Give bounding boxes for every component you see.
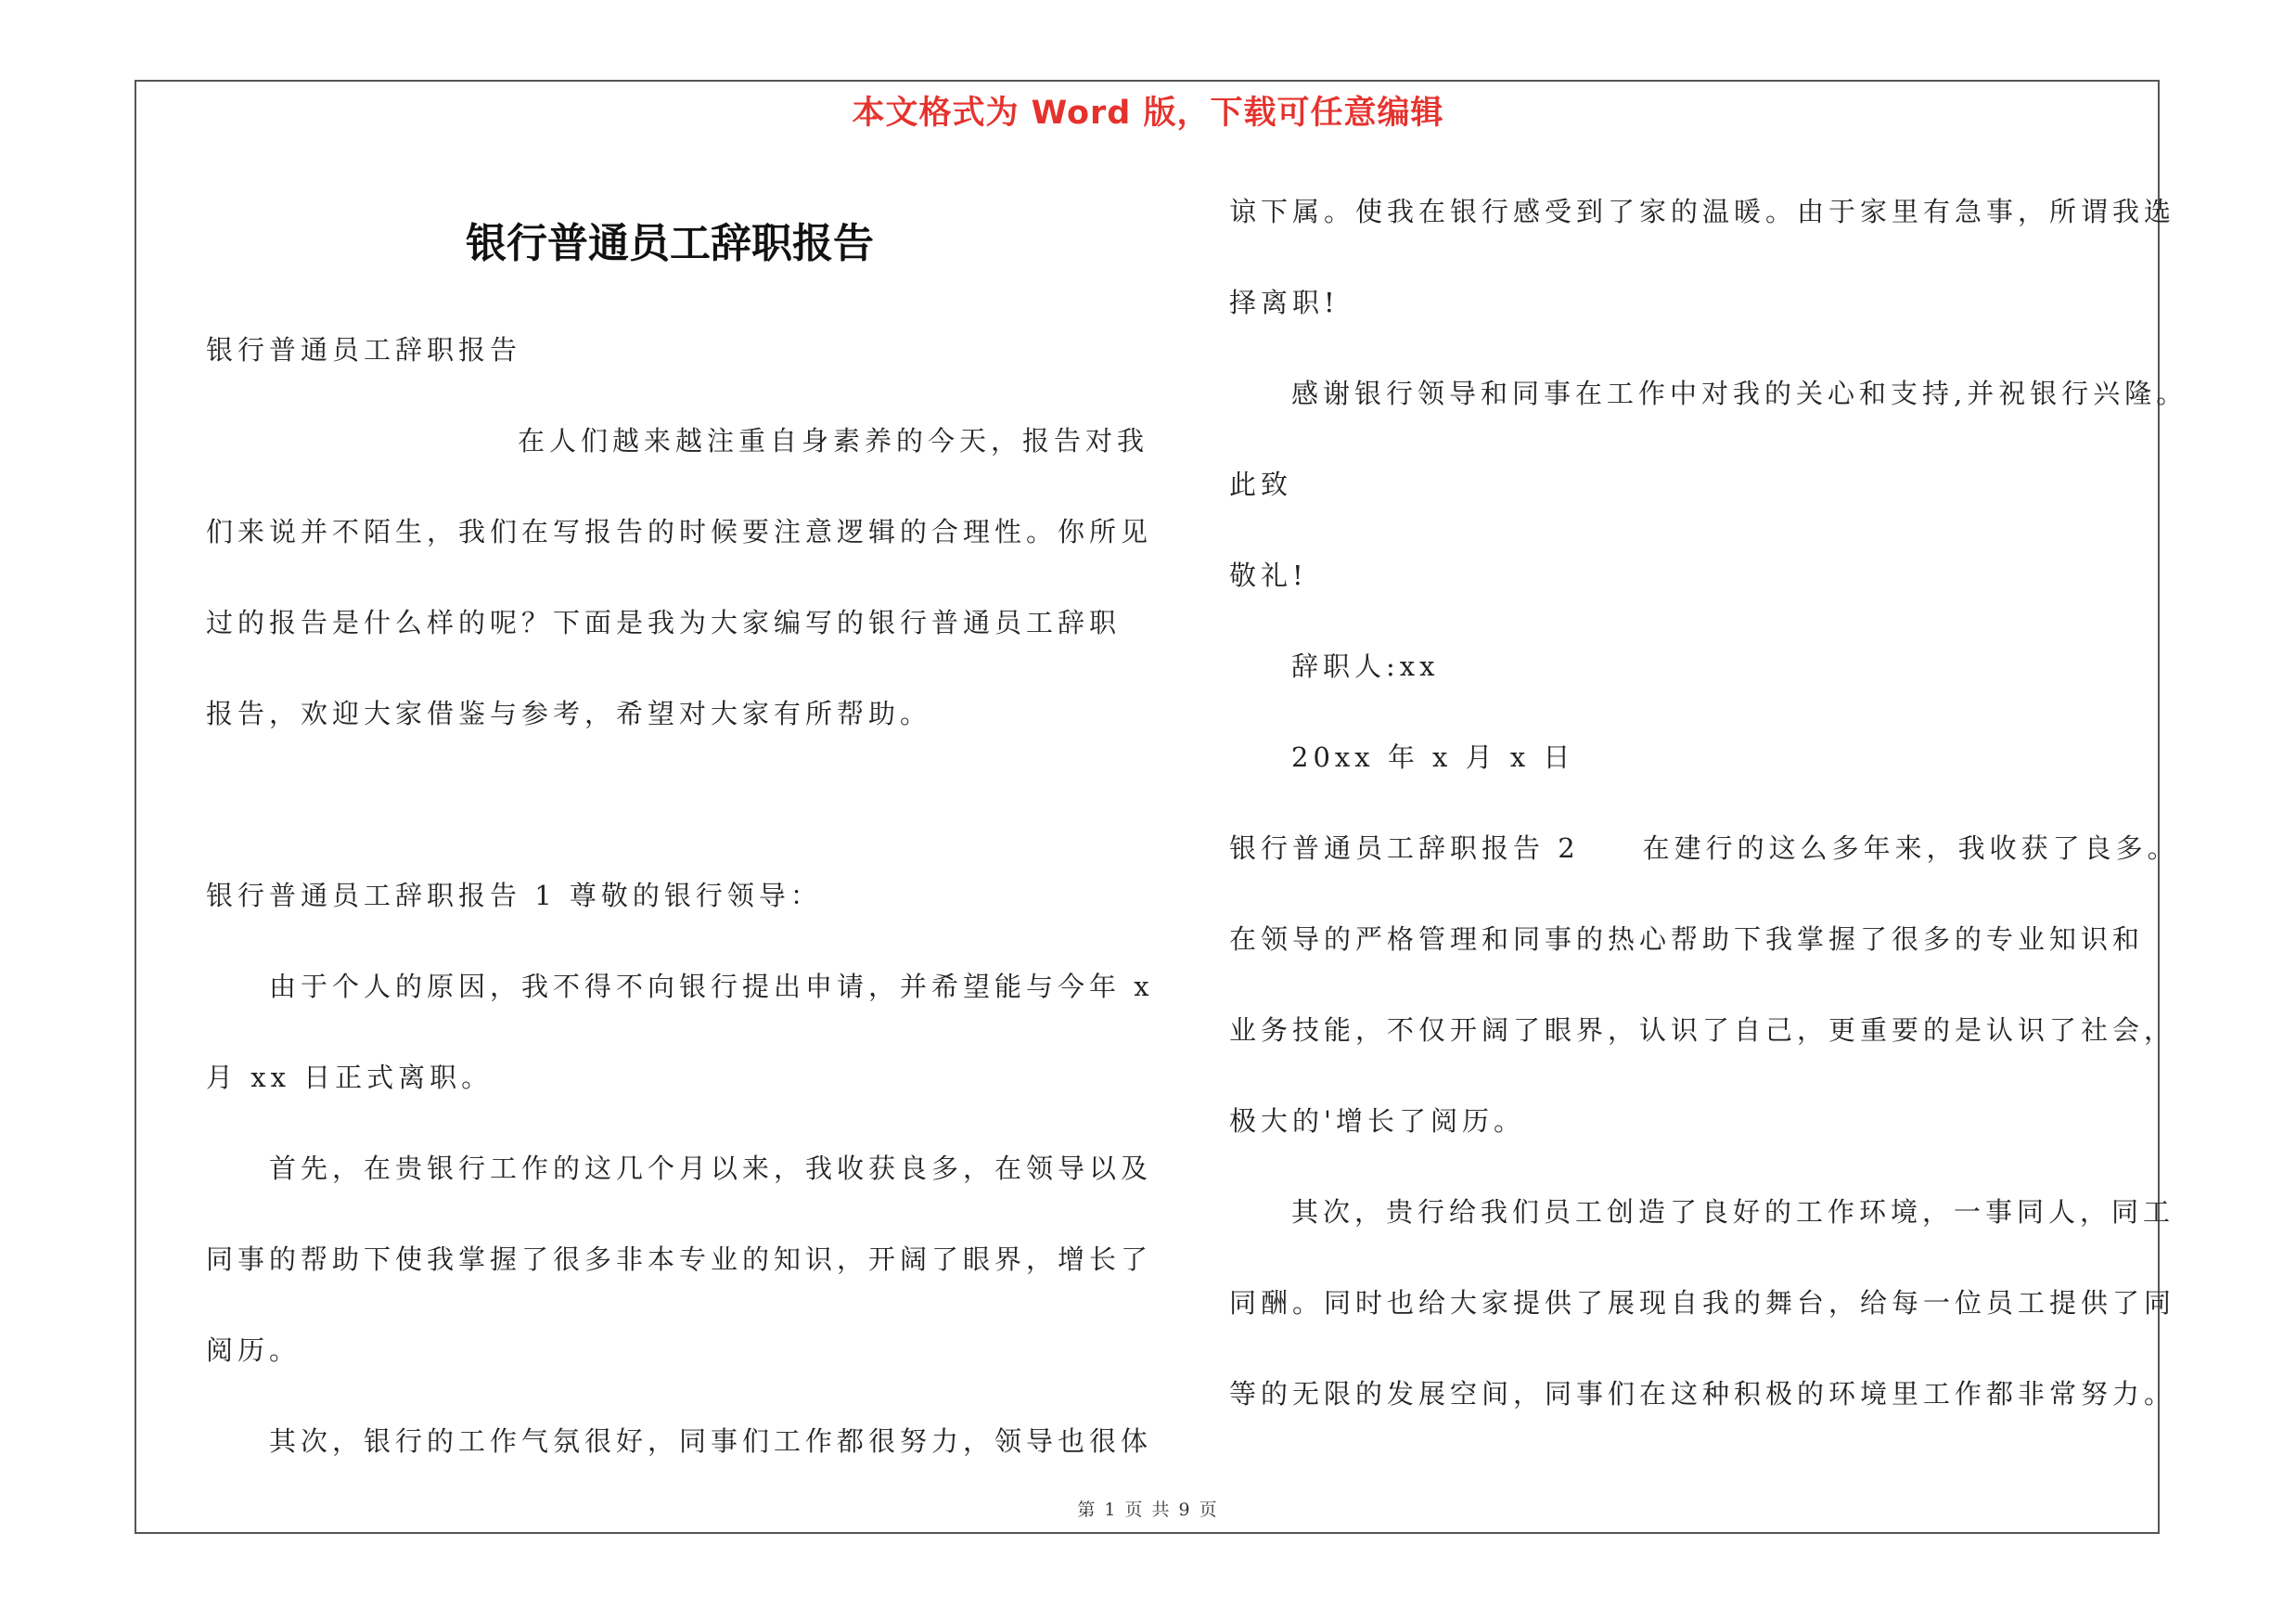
document-title: 银行普通员工辞职报告: [466, 220, 874, 267]
right-line-0: 谅下属。使我在银行感受到了家的温暖。由于家里有急事，所谓我选: [1229, 196, 2176, 227]
right-line-3: 此致: [1229, 469, 1293, 500]
right-line-8: 在领导的严格管理和同事的热心帮助下我掌握了很多的专业知识和: [1229, 923, 2145, 955]
left-line-0: 银行普通员工辞职报告: [206, 334, 522, 366]
right-line-6: 20xx 年 x 月 x 日: [1291, 741, 1575, 773]
right-line-5: 辞职人:xx: [1291, 650, 1440, 682]
left-line-7: 月 xx 日正式离职。: [206, 1062, 494, 1093]
page-number-footer: 第 1 页 共 9 页: [1077, 1500, 1219, 1520]
right-line-13: 等的无限的发展空间，同事们在这种积极的环境里工作都非常努力。: [1229, 1378, 2176, 1410]
right-line-9: 业务技能，不仅开阔了眼界，认识了自己，更重要的是认识了社会，: [1229, 1014, 2176, 1046]
left-line-6: 由于个人的原因，我不得不向银行提出申请，并希望能与今年 x: [269, 971, 1154, 1002]
right-line-11: 其次，贵行给我们员工创造了良好的工作环境，一事同人，同工: [1291, 1196, 2175, 1228]
left-line-11: 其次，银行的工作气氛很好，同事们工作都很努力，领导也很体: [269, 1425, 1153, 1457]
left-line-9: 同事的帮助下使我掌握了很多非本专业的知识，开阔了眼界，增长了: [206, 1243, 1153, 1275]
left-line-8: 首先，在贵银行工作的这几个月以来，我收获良多，在领导以及: [269, 1153, 1153, 1184]
right-line-2: 感谢银行领导和同事在工作中对我的关心和支持,并祝银行兴隆。: [1291, 378, 2188, 409]
left-line-4: 报告，欢迎大家借鉴与参考，希望对大家有所帮助。: [206, 698, 932, 729]
left-line-10: 阅历。: [206, 1334, 301, 1366]
format-banner: 本文格式为 Word 版，下载可任意编辑: [852, 95, 1444, 132]
left-line-1: 在人们越来越注重自身素养的今天，报告对我: [518, 425, 1149, 457]
right-line-10: 极大的'增长了阅历。: [1229, 1105, 1525, 1137]
left-line-3: 过的报告是什么样的呢？下面是我为大家编写的银行普通员工辞职: [206, 607, 1122, 638]
right-line-4: 敬礼!: [1229, 560, 1308, 591]
left-line-5: 银行普通员工辞职报告 1 尊敬的银行领导：: [206, 880, 822, 911]
right-line-7: 银行普通员工辞职报告 2 在建行的这么多年来，我收获了良多。: [1229, 832, 2179, 864]
right-line-1: 择离职!: [1229, 287, 1340, 318]
right-line-12: 同酬。同时也给大家提供了展现自我的舞台，给每一位员工提供了同: [1229, 1287, 2176, 1319]
left-line-2: 们来说并不陌生，我们在写报告的时候要注意逻辑的合理性。你所见: [206, 516, 1153, 547]
